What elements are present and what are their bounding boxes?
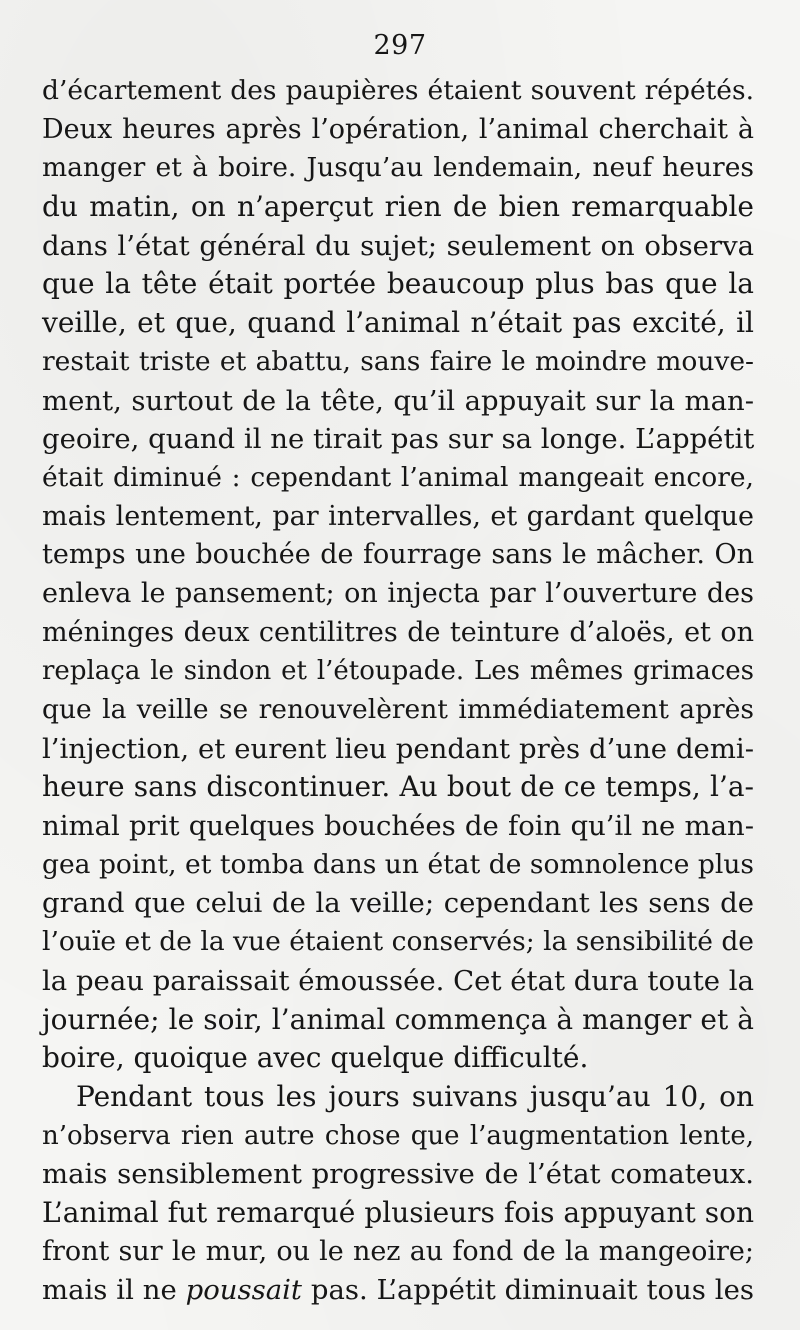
- text-line: heure sans discontinuer. Au bout de ce temps, l’a-: [42, 770, 754, 804]
- text-line: l’ouïe et de la vue étaient conservés; la sensibilité de: [42, 926, 754, 958]
- text-line: du matin, on n’aperçut rien de bien remarquable: [42, 190, 754, 224]
- text-line: restait triste et abattu, sans faire le moindre mouve-: [42, 345, 754, 377]
- text-line: gea point, et tomba dans un état de somnolence plus: [42, 848, 754, 880]
- text-line: front sur le mur, ou le nez au fond de la mangeoire;: [42, 1235, 754, 1267]
- page-number: 297: [373, 30, 427, 61]
- text-line: enleva le pansement; on injecta par l’ouverture des: [42, 577, 754, 609]
- text-line-final: [42, 1271, 754, 1310]
- body-text: [42, 72, 754, 1310]
- text-line: méninges deux centilitres de teinture d’aloës, et on: [42, 616, 754, 648]
- paragraph-2: [42, 1078, 754, 1310]
- text-line: replaça le sindon et l’étoupade. Les mêmes grimaces: [42, 656, 754, 687]
- text-line: n’observa rien autre chose que l’augmentation lente,: [42, 1120, 754, 1151]
- text-line: dans l’état général du sujet; seulement on observa: [42, 229, 754, 262]
- text-line: boire, quoique avec quelque difficulté.: [42, 1041, 589, 1075]
- text-line: geoire, quand il ne tirait pas sur sa longe. L’appétit: [42, 423, 755, 456]
- text-line: que la veille se renouvelèrent immédiatement après: [42, 694, 754, 725]
- text-run: pas. L’appétit diminuait tous les: [301, 1274, 754, 1307]
- text-run: mais il ne: [42, 1274, 186, 1307]
- text-line: était diminué : cependant l’animal mangeait encore,: [42, 461, 754, 493]
- text-line: mais lentement, par intervalles, et gardant quelque: [42, 500, 754, 532]
- text-line: grand que celui de la veille; cependant les sens de: [42, 887, 754, 920]
- text-line: la peau paraissait émoussée. Cet état dura toute la: [42, 964, 754, 997]
- text-line: mais sensiblement progressive de l’état comateux.: [42, 1158, 754, 1191]
- text-line: journée; le soir, l’animal commença à manger et à: [42, 1002, 754, 1036]
- text-line: que la tête était portée beaucoup plus bas que la: [42, 267, 754, 301]
- paragraph-1: [42, 72, 754, 1078]
- text-line: d’écartement des paupières étaient souvent répétés.: [42, 75, 754, 106]
- text-line: veille, et que, quand l’animal n’était pas excité, il: [42, 306, 754, 340]
- italic-word: poussait: [185, 1274, 302, 1307]
- text-line: l’injection, et eurent lieu pendant près d’une demi-: [42, 732, 754, 765]
- text-line: L’animal fut remarqué plusieurs fois appuyant son: [42, 1195, 754, 1229]
- text-line: nimal prit quelques bouchées de foin qu’il ne man-: [42, 810, 754, 843]
- text-line: Pendant tous les jours suivans jusqu’au 10, on: [76, 1079, 754, 1113]
- text-line: temps une bouchée de fourrage sans le mâcher. On: [42, 539, 754, 571]
- text-line: manger et à boire. Jusqu’au lendemain, neuf heures: [42, 152, 754, 184]
- text-line: ment, surtout de la tête, qu’il appuyait sur la man-: [42, 384, 754, 417]
- text-line: Deux heures après l’opération, l’animal cherchait à: [42, 113, 754, 145]
